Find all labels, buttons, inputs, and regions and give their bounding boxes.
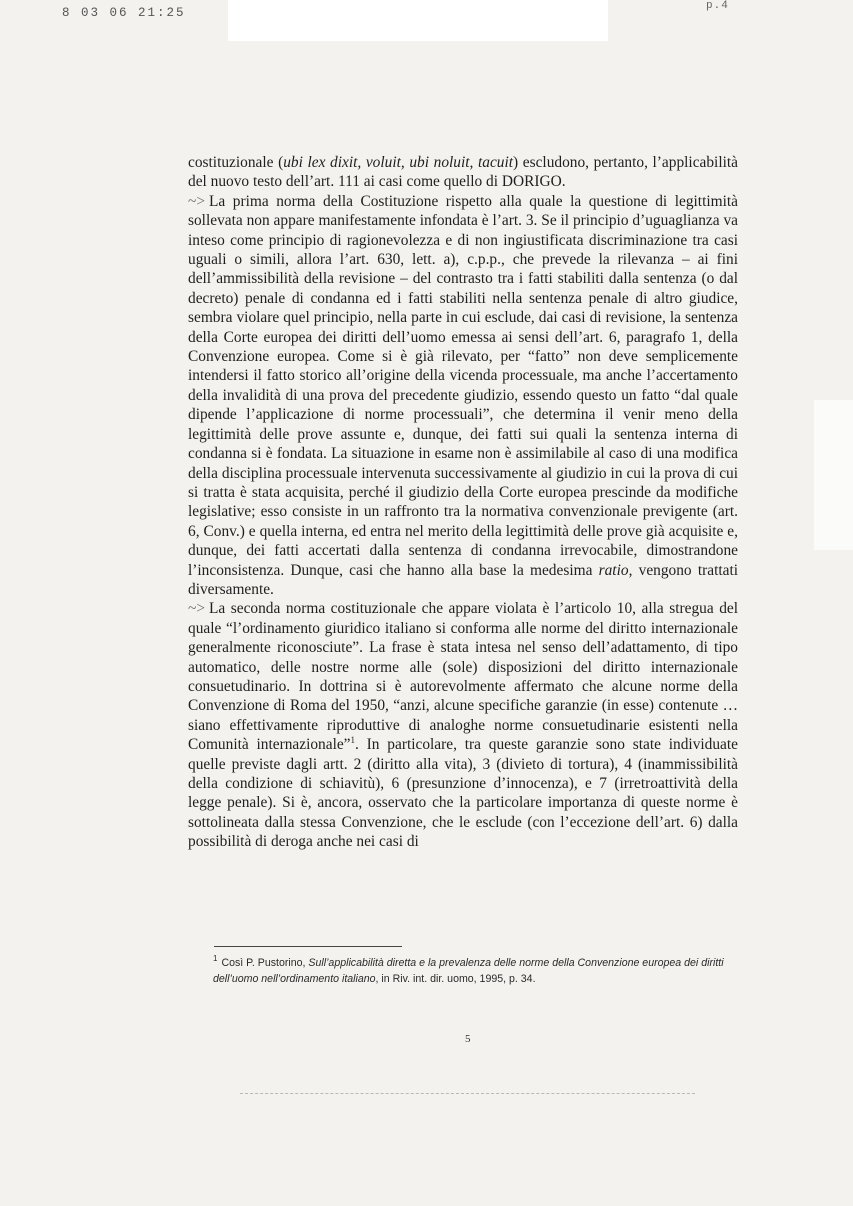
fax-page-indicator: p.4	[706, 0, 729, 12]
paragraph-1-start: costituzionale (	[188, 154, 284, 171]
handwritten-arrow-mark: ~>	[188, 192, 206, 210]
fax-timestamp: 8 03 06 21:25	[62, 6, 186, 20]
handwritten-arrow-mark: ~>	[188, 600, 206, 618]
redaction-block	[228, 0, 608, 41]
footnote-separator	[214, 946, 402, 947]
footnote-reference: 1	[350, 735, 356, 746]
paragraph-3-end: . In particolare, tra queste garanzie sono state individuate quelle previste dagli artt. 2 (diritto alla vita), 3 (divieto di tortura), 4 (inammissibilità della condizione di schiavitù), 6 (presunzione d’innocenza), e 7 (irretroattività della legge penale). Si è, ancora, osservato che la particolare importanza di queste norme è sottolineata dalla stessa Convenzione, che le esclude (con l’eccezione dell’art. 6) dalla possibilità di deroga anche nei casi di	[188, 736, 738, 851]
document-body	[188, 153, 738, 852]
footnote-author: Così P. Pustorino,	[221, 957, 309, 969]
footnote-source: , in Riv. int. dir. uomo, 1995, p. 34.	[375, 973, 536, 985]
paragraph-2	[188, 192, 738, 600]
footnote-number: 1	[213, 954, 218, 964]
footnote	[213, 955, 738, 987]
paragraph-1-end: ) escludono, pertanto, l’applicabilità del nuovo testo dell’art. 111 ai casi come quello di DORIGO.	[188, 154, 738, 191]
paragraph-3-text: La seconda norma costituzionale che appare violata è l’articolo 10, alla stregua del quale “l’ordinamento giuridico italiano si conforma alle norme del diritto internazionale generalmente riconosciute”. La frase è stata intesa nel senso dell’adattamento, di tipo automatico, delle nostre norme alle (sole) disposizioni del diritto internazionale consuetudinario. In dottrina si è autorevolmente affermato che alcune norme della Convenzione di Roma del 1950, “anzi, alcune specifiche garanzie (in esse) contenute … siano effettivamente riproduttive di analoghe norme consuetudinarie esistenti nella Comunità internazionale”	[188, 600, 738, 754]
page-number: 5	[465, 1033, 471, 1045]
paragraph-2-end: , vengono trattati diversamente.	[188, 561, 739, 598]
ratio-term: ratio	[598, 561, 629, 579]
scan-paper-patch	[814, 400, 853, 550]
paragraph-3	[188, 599, 738, 851]
paragraph-1	[188, 153, 738, 192]
footnote-title: Sull’applicabilità diretta e la prevalenza delle norme della Convenzione europea dei diritti dell’uomo nell’ordinamento italiano	[213, 957, 724, 985]
latin-maxim: ubi lex dixit, voluit, ubi noluit, tacuit	[283, 154, 514, 171]
paragraph-2-text: La prima norma della Costituzione rispetto alla quale la questione di legittimità sollevata non appare manifestamente infondata è l’art. 3. Se il principio d’uguaglianza va inteso come principio di ragionevolezza e di non ingiustificata discriminazione tra casi uguali o simili, allora l’art. 630, lett. a), c.p.p., che prevede la rilevanza – ai fini dell’ammissibilità della revisione – del contrasto tra i fatti stabiliti dalla sentenza (o dal decreto) penale di condanna ed i fatti stabiliti nella sentenza penale di altro giudice, sembra violare quel principio, nella parte in cui esclude, dai casi di revisione, la sentenza della Corte europea dei diritti dell’uomo emessa ai sensi dell’art. 6, paragrafo 1, della Convenzione europea. Come si è già rilevato, per “fatto” non deve semplicemente intendersi il fatto storico all’origine della vicenda processuale, ma anche l’accertamento della invalidità di una prova del precedente giudizio, essendo questo un fatto “dal quale dipende l’applicazione di norme processuali”, che determina il venir meno della legittimità delle prove assunte e, dunque, dei fatti sui quali la sentenza interna di condanna si è fondata. La situazione in esame non è assimilabile al caso di una modifica della disciplina processuale intervenuta successivamente al giudizio in cui la prova di cui si tratta è stata acquisita, perché il giudizio della Corte europea prescinde da modifiche legislative; esso consiste in un raffronto tra la normativa convenzionale previgente (art. 6, Conv.) e quella interna, ed entra nel merito della legittimità delle prove già acquisite e, dunque, dei fatti accertati dalla sentenza di condanna irrevocabile, dimostrandone l’inconsistenza. Dunque, casi che hanno alla base la medesima	[188, 192, 738, 579]
scan-artifact-line	[240, 1093, 695, 1094]
